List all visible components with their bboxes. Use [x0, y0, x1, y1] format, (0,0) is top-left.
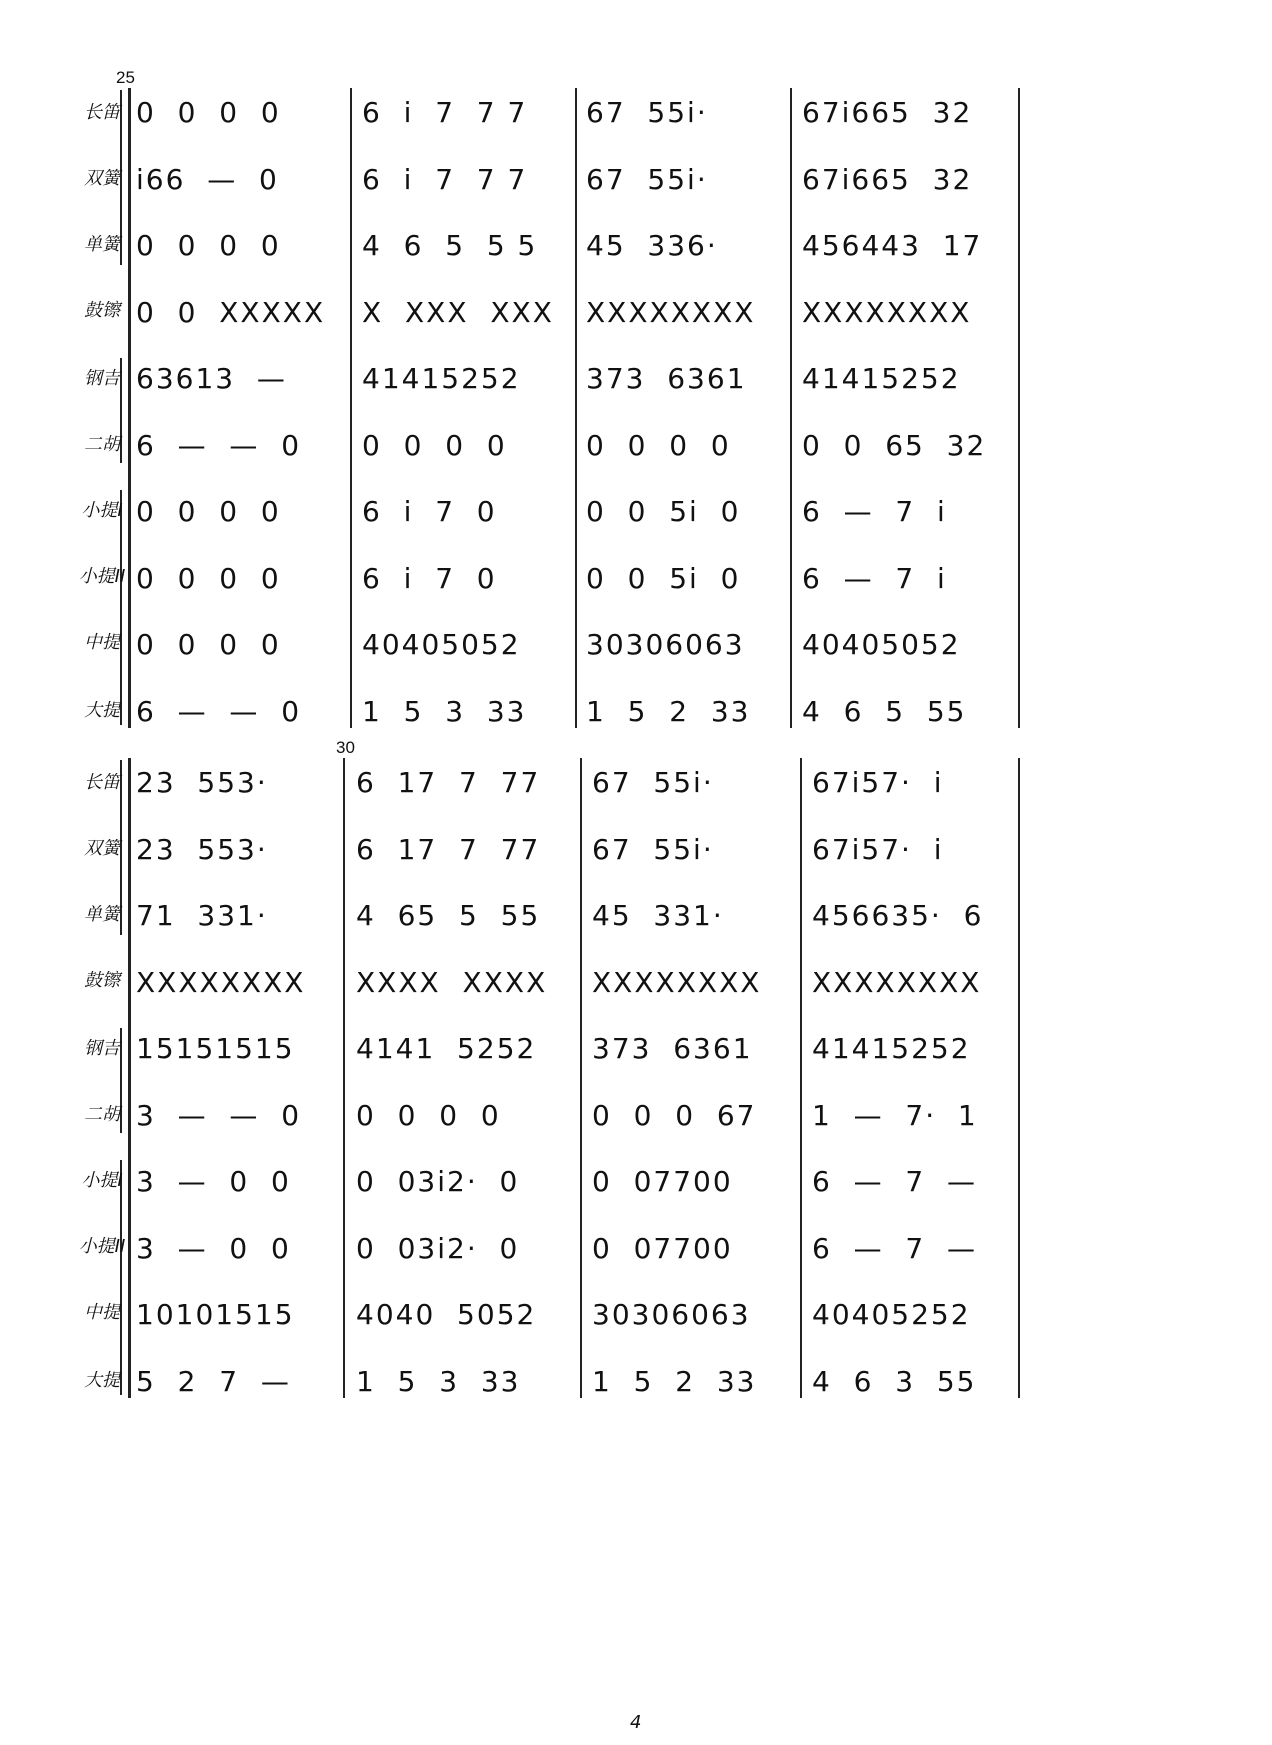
notation-cell: 0 0 65 32	[802, 428, 987, 462]
notation-cell: 6 — 7 —	[812, 1231, 978, 1265]
notation-cell: 6 17 7 77	[356, 832, 541, 866]
notation-cell: 5 2 7 —	[136, 1364, 291, 1398]
notation-cell: 0 0 5i 0	[586, 561, 741, 595]
measure-number: 25	[116, 68, 135, 87]
notation-cell: 1 5 2 33	[586, 694, 751, 728]
instrument-label: 小提II	[78, 1236, 126, 1257]
notation-cell: XXXXXXXX	[592, 965, 762, 999]
notation-cell: 67 55i·	[586, 162, 708, 196]
instrument-label: 单簧	[84, 234, 120, 255]
notation-cell: 0 07700	[592, 1165, 733, 1198]
notation-cell: XXXX XXXX	[356, 965, 548, 999]
notation-cell: 67i57· i	[812, 766, 944, 799]
notation-cell: 67i665 32	[802, 162, 973, 196]
notation-cell: 23 553·	[136, 766, 268, 799]
notation-cell: 0 03i2· 0	[356, 1165, 520, 1198]
instrument-label: 二胡	[84, 434, 120, 455]
notation-cell: i66 — 0	[136, 162, 279, 196]
notation-cell: 0 0 0 0	[136, 495, 281, 528]
notation-cell: 67 55i·	[592, 766, 714, 799]
notation-cell: 67 55i·	[592, 832, 714, 866]
notation-cell: 67 55i·	[586, 96, 708, 129]
notation-cell: 0 07700	[592, 1231, 733, 1265]
bracket-strings	[120, 1160, 122, 1395]
notation-cell: 71 331·	[136, 899, 268, 932]
notation-cell: 373 6361	[586, 362, 747, 395]
instrument-label: 钢吉	[84, 368, 120, 389]
instrument-label: 中提	[84, 1302, 120, 1323]
notation-cell: 373 6361	[592, 1032, 753, 1065]
notation-cell: 1 — 7· 1	[812, 1098, 978, 1132]
instrument-label: 长笛	[84, 102, 120, 123]
notation-cell: 6 — — 0	[136, 694, 302, 728]
instrument-label: 小提II	[78, 566, 126, 587]
notation-cell: 41415252	[362, 362, 521, 395]
notation-cell: 1 5 2 33	[592, 1364, 757, 1398]
page-number: 4	[630, 1712, 642, 1733]
notation-cell: 6 — 7 i	[802, 495, 947, 528]
notation-cell: XXXXXXXX	[136, 965, 306, 999]
notation-cell: 6 — 7 —	[812, 1165, 978, 1198]
notation-cell: 40405252	[812, 1298, 971, 1331]
notation-cell: 0 0 0 0	[356, 1098, 501, 1132]
notation-cell: 30306063	[592, 1298, 751, 1331]
notation-cell: 0 0 0 0	[136, 561, 281, 595]
notation-cell: 4 6 3 55	[812, 1364, 977, 1398]
notation-cell: 15151515	[136, 1032, 295, 1065]
instrument-label: 钢吉	[84, 1038, 120, 1059]
instrument-label: 二胡	[84, 1104, 120, 1125]
notation-cell: 10101515	[136, 1298, 295, 1331]
notation-cell: 3 — 0 0	[136, 1231, 291, 1265]
barline-end	[1018, 758, 1020, 1398]
notation-cell: 0 0 0 0	[586, 428, 731, 462]
barline	[800, 758, 802, 1398]
notation-cell: 4040 5052	[356, 1298, 537, 1331]
notation-cell: 4 6 5 55	[802, 694, 967, 728]
instrument-label: 双簧	[84, 838, 120, 859]
notation-cell: 45 331·	[592, 899, 724, 932]
barline	[580, 758, 582, 1398]
notation-cell: 23 553·	[136, 832, 268, 866]
instrument-label: 鼓镲	[84, 300, 120, 321]
notation-cell: 0 0 0 0	[136, 96, 281, 129]
notation-cell: 4 65 5 55	[356, 899, 541, 932]
notation-cell: 4141 5252	[356, 1032, 537, 1065]
notation-cell: X XXX XXX	[362, 295, 554, 329]
notation-cell: 63613 —	[136, 362, 287, 395]
notation-cell: 6 — 7 i	[802, 561, 947, 595]
notation-cell: 1 5 3 33	[362, 694, 527, 728]
barline-end	[1018, 88, 1020, 728]
notation-cell: 6 17 7 77	[356, 766, 541, 799]
notation-cell: XXXXXXXX	[812, 965, 982, 999]
instrument-label: 鼓镲	[84, 970, 120, 991]
notation-cell: 0 0 0 0	[136, 628, 281, 661]
notation-cell: 41415252	[802, 362, 961, 395]
notation-cell: 0 0 XXXXX	[136, 295, 326, 329]
notation-cell: 30306063	[586, 628, 745, 661]
notation-cell: 6 i 7 7 7	[362, 96, 528, 129]
notation-cell: 0 0 0 0	[362, 428, 507, 462]
notation-cell: 3 — 0 0	[136, 1165, 291, 1198]
instrument-label: 小提I	[81, 1170, 123, 1191]
instrument-label: 大提	[84, 1370, 120, 1391]
instrument-label: 长笛	[84, 772, 120, 793]
notation-cell: 456635· 6	[812, 899, 984, 932]
notation-cell: 0 03i2· 0	[356, 1231, 520, 1265]
notation-cell: XXXXXXXX	[586, 295, 756, 329]
instrument-label: 大提	[84, 700, 120, 721]
notation-cell: 6 i 7 0	[362, 495, 497, 528]
notation-cell: 6 i 7 0	[362, 561, 497, 595]
barline	[343, 758, 345, 1398]
notation-cell: 67i665 32	[802, 96, 973, 129]
instrument-label: 双簧	[84, 168, 120, 189]
notation-cell: 6 — — 0	[136, 428, 302, 462]
instrument-label: 小提I	[81, 500, 123, 521]
notation-cell: 0 0 0 0	[136, 229, 281, 262]
notation-cell: 4 6 5 5 5	[362, 229, 538, 262]
notation-cell: 67i57· i	[812, 832, 944, 866]
notation-cell: 0 0 0 67	[592, 1098, 757, 1132]
notation-cell: 6 i 7 7 7	[362, 162, 528, 196]
barline	[350, 88, 352, 728]
notation-cell: 456443 17	[802, 229, 983, 262]
notation-cell: 45 336·	[586, 229, 718, 262]
instrument-label: 单簧	[84, 904, 120, 925]
notation-cell: 1 5 3 33	[356, 1364, 521, 1398]
instrument-label: 中提	[84, 632, 120, 653]
barline	[790, 88, 792, 728]
notation-cell: 41415252	[812, 1032, 971, 1065]
bracket-strings	[120, 490, 122, 725]
notation-cell: 40405052	[802, 628, 961, 661]
measure-number: 30	[336, 738, 355, 757]
notation-cell: 0 0 5i 0	[586, 495, 741, 528]
barline	[575, 88, 577, 728]
notation-cell: XXXXXXXX	[802, 295, 972, 329]
notation-cell: 40405052	[362, 628, 521, 661]
notation-cell: 3 — — 0	[136, 1098, 302, 1132]
